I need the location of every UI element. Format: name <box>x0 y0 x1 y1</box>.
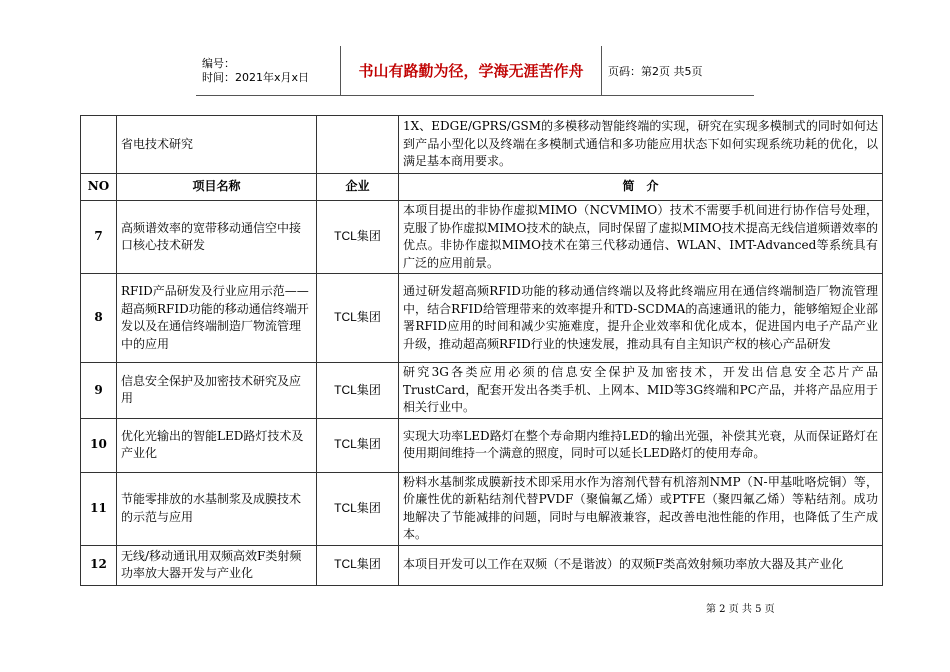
project-table <box>80 115 883 586</box>
cell-company: TCL集团 <box>317 274 399 363</box>
number-label: 编号： <box>202 56 235 70</box>
cell-company <box>317 116 399 174</box>
table-header-row <box>81 174 883 201</box>
table-row <box>81 418 883 472</box>
page-header <box>196 46 754 96</box>
page-label: 页码：第2页 共5页 <box>602 46 755 96</box>
table-row <box>81 545 883 585</box>
cell-company: TCL集团 <box>317 418 399 472</box>
cell-no <box>81 116 117 174</box>
cell-desc: 通过研发超高频RFID功能的移动通信终端以及将此终端应用在通信终端制造厂物流管理中，结合RFID给管理带来的效率提升和TD-SCDMA的高速通讯的能力，能够缩短企业部署RFID应用的时间和减少实施难度，提升企业效率和优化成本，促进国内电子产品产业升级，推动超高频RFID行业的快速发展，推动具有自主知识产权的核心产品研发 <box>399 274 883 363</box>
cell-desc: 研究3G各类应用必须的信息安全保护及加密技术，开发出信息安全芯片产品TrustCard，配套开发出各类手机、上网本、MID等3G终端和PC产品，并将产品应用于相关行业中。 <box>399 363 883 419</box>
date-label: 时间：2021年x月x日 <box>202 70 310 84</box>
header-no: NO <box>81 174 117 201</box>
cell-name: 优化光输出的智能LED路灯技术及产业化 <box>117 418 317 472</box>
header-name: 项目名称 <box>117 174 317 201</box>
cell-no: 7 <box>81 201 117 274</box>
cell-desc: 本项目开发可以工作在双频（不是谐波）的双频F类高效射频功率放大器及其产业化 <box>399 545 883 585</box>
cell-name: 高频谱效率的宽带移动通信空中接口核心技术研发 <box>117 201 317 274</box>
header-company: 企业 <box>317 174 399 201</box>
motto: 书山有路勤为径，学海无涯苦作舟 <box>341 46 602 96</box>
cell-name: RFID产品研发及行业应用示范——超高频RFID功能的移动通信终端开发以及在通信终端制造厂物流管理中的应用 <box>117 274 317 363</box>
table-row <box>81 116 883 174</box>
page-footer: 第 2 页 共 5 页 <box>706 604 775 615</box>
cell-no: 12 <box>81 545 117 585</box>
table-row <box>81 274 883 363</box>
cell-no: 11 <box>81 472 117 545</box>
cell-company: TCL集团 <box>317 363 399 419</box>
header-desc: 简 介 <box>399 174 883 201</box>
cell-no: 8 <box>81 274 117 363</box>
cell-desc: 粉料水基制浆成膜新技术即采用水作为溶剂代替有机溶剂NMP（N-甲基吡咯烷铜）等，价廉性优的新粘结剂代替PVDF（聚偏氟乙烯）或PTFE（聚四氟乙烯）等粘结剂。成功地解决了节能减排的问题，同时与电解液兼容，起改善电池性能的作用，也降低了生产成本。 <box>399 472 883 545</box>
cell-name: 节能零排放的水基制浆及成膜技术的示范与应用 <box>117 472 317 545</box>
cell-name: 省电技术研究 <box>117 116 317 174</box>
cell-name: 信息安全保护及加密技术研究及应用 <box>117 363 317 419</box>
header-meta <box>196 46 341 96</box>
cell-desc: 1X、EDGE/GPRS/GSM的多模移动智能终端的实现，研究在实现多模制式的同时如何达到产品小型化以及终端在多模制式通信和多功能应用状态下如何实现系统功耗的优化，以满足基本商用要求。 <box>399 116 883 174</box>
cell-company: TCL集团 <box>317 472 399 545</box>
table-row <box>81 201 883 274</box>
cell-desc: 实现大功率LED路灯在整个寿命期内维持LED的输出光强，补偿其光衰，从而保证路灯在使用期间维持一个满意的照度，同时可以延长LED路灯的使用寿命。 <box>399 418 883 472</box>
cell-no: 10 <box>81 418 117 472</box>
table-row <box>81 363 883 419</box>
table-row <box>81 472 883 545</box>
cell-no: 9 <box>81 363 117 419</box>
cell-desc: 本项目提出的非协作虚拟MIMO（NCVMIMO）技术不需要手机间进行协作信号处理，克服了协作虚拟MIMO技术的缺点，同时保留了虚拟MIMO技术提高无线信道频谱效率的优点。非协作虚拟MIMO技术在第三代移动通信、WLAN、IMT-Advanced等系统具有广泛的应用前景。 <box>399 201 883 274</box>
cell-company: TCL集团 <box>317 545 399 585</box>
cell-name: 无线/移动通讯用双频高效F类射频功率放大器开发与产业化 <box>117 545 317 585</box>
cell-company: TCL集团 <box>317 201 399 274</box>
